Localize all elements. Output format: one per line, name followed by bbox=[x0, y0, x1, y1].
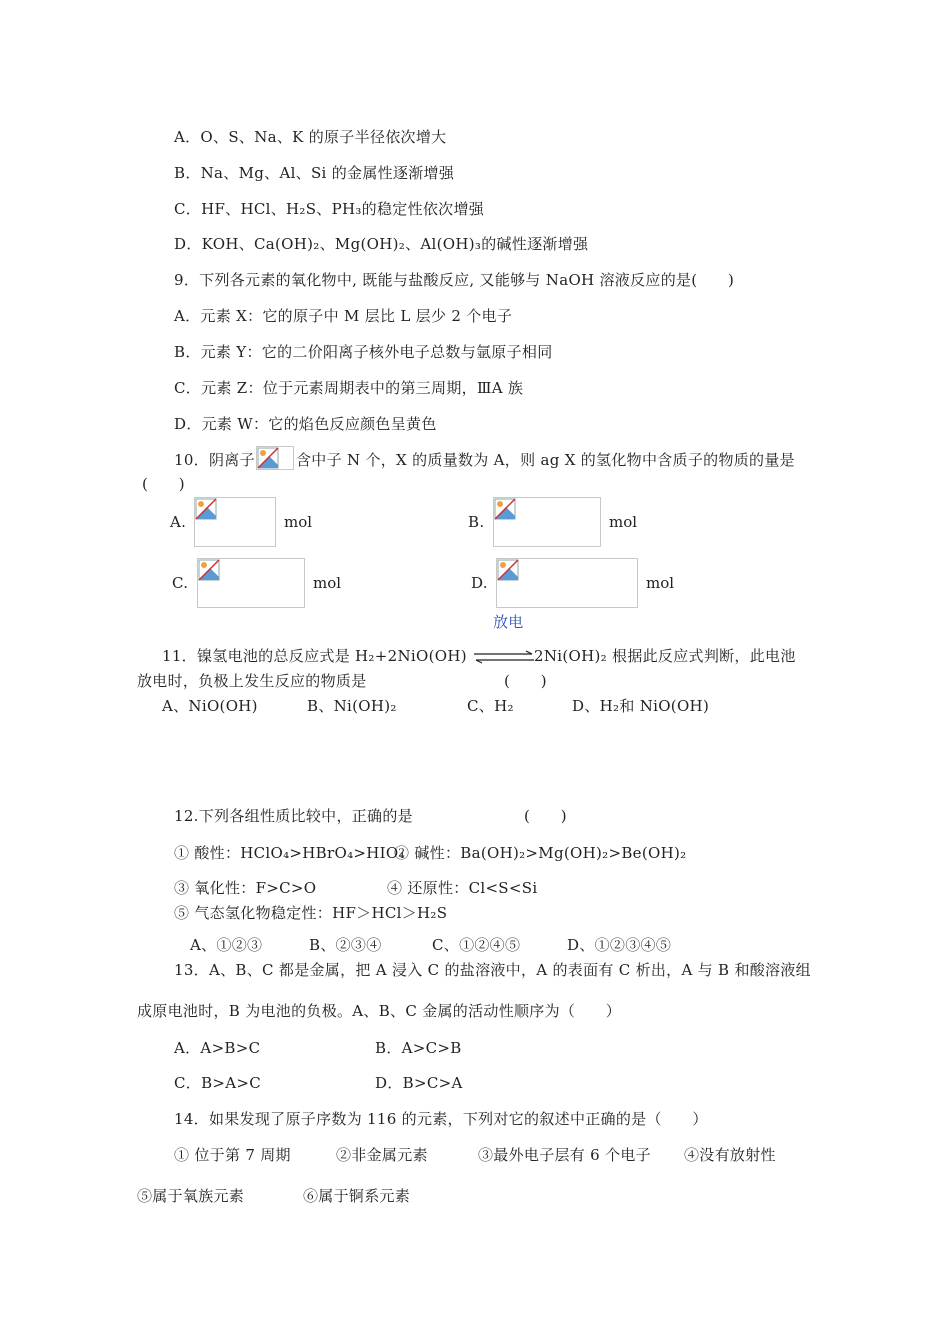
broken-image-icon bbox=[497, 559, 519, 581]
q13-stem-line1: 13．A、B、C 都是金属，把 A 浸入 C 的盐溶液中，A 的表面有 C 析出，A 与 B 和酸溶液组 bbox=[174, 961, 811, 979]
q10-anion-image bbox=[256, 446, 294, 470]
q8-option-b: B．Na、Mg、Al、Si 的金属性逐渐增强 bbox=[174, 164, 455, 182]
q9-option-b: B．元素 Y：它的二价阳离子核外电子总数与氩原子相同 bbox=[174, 343, 553, 361]
q11-option-d: D、H₂和 NiO(OH) bbox=[572, 697, 710, 715]
q12-item-3: ③ 氧化性：F>C>O bbox=[174, 879, 317, 897]
q12-item-4: ④ 还原性：Cl<S<Si bbox=[387, 879, 538, 897]
q10-option-a-label: A. bbox=[170, 513, 187, 531]
q10-option-c-unit: mol bbox=[313, 574, 342, 592]
q10-option-d-unit: mol bbox=[646, 574, 675, 592]
q10-stem-pre: 10．阴离子 bbox=[174, 451, 255, 469]
q10-option-d-image bbox=[496, 558, 638, 608]
q11-stem-line2-end: ( ) bbox=[504, 672, 547, 690]
q13-option-a: A．A>B>C bbox=[174, 1039, 261, 1057]
q10-option-b-image bbox=[493, 497, 601, 547]
q12-item-2: ② 碱性：Ba(OH)₂>Mg(OH)₂>Be(OH)₂ bbox=[394, 844, 687, 862]
q14-stem: 14．如果发现了原子序数为 116 的元素，下列对它的叙述中正确的是（ ） bbox=[174, 1110, 708, 1128]
q11-option-c: C、H₂ bbox=[467, 697, 514, 715]
q11-arrow-label: 放电 bbox=[493, 613, 524, 631]
q11-stem-pre: 11．镍氢电池的总反应式是 H₂+2NiO(OH) bbox=[162, 647, 467, 665]
q8-option-d: D．KOH、Ca(OH)₂、Mg(OH)₂、Al(OH)₃的碱性逐渐增强 bbox=[174, 235, 589, 253]
q9-stem: 9．下列各元素的氧化物中, 既能与盐酸反应, 又能够与 NaOH 溶液反应的是( ) bbox=[174, 271, 735, 289]
q11-option-b: B、Ni(OH)₂ bbox=[307, 697, 397, 715]
q9-option-c: C．元素 Z：位于元素周期表中的第三周期，ⅢA 族 bbox=[174, 379, 524, 397]
q10-option-a-unit: mol bbox=[284, 513, 313, 531]
q13-stem-line2: 成原电池时，B 为电池的负极。A、B、C 金属的活动性顺序为（ ） bbox=[137, 1002, 622, 1020]
q14-item-6: ⑥属于锕系元素 bbox=[303, 1187, 411, 1205]
q9-option-a: A．元素 X：它的原子中 M 层比 L 层少 2 个电子 bbox=[174, 307, 513, 325]
q12-item-5: ⑤ 气态氢化物稳定性：HF＞HCl＞H₂S bbox=[174, 904, 448, 922]
q8-option-c: C．HF、HCl、H₂S、PH₃的稳定性依次增强 bbox=[174, 200, 485, 218]
q10-option-a-image bbox=[194, 497, 276, 547]
q13-option-b: B．A>C>B bbox=[375, 1039, 462, 1057]
q10-option-c-image bbox=[197, 558, 305, 608]
q10-option-c-label: C. bbox=[172, 574, 189, 592]
q12-stem-end: ( ) bbox=[524, 807, 567, 825]
q12-option-a: A、①②③ bbox=[190, 936, 263, 954]
q11-stem-line2: 放电时，负极上发生反应的物质是 bbox=[137, 672, 367, 690]
q11-stem-post: 2Ni(OH)₂ 根据此反应式判断，此电池 bbox=[534, 647, 796, 665]
broken-image-icon bbox=[257, 447, 279, 469]
q10-stem-post: 含中子 N 个，X 的质量数为 A，则 ag X 的氢化物中含质子的物质的量是 bbox=[296, 451, 795, 469]
q12-option-c: C、①②④⑤ bbox=[432, 936, 521, 954]
q13-option-c: C．B>A>C bbox=[174, 1074, 262, 1092]
q12-option-d: D、①②③④⑤ bbox=[567, 936, 672, 954]
q10-stem-end: ( ) bbox=[142, 475, 185, 493]
q14-item-2: ②非金属元素 bbox=[336, 1146, 428, 1164]
q12-option-b: B、②③④ bbox=[309, 936, 382, 954]
q9-option-d: D．元素 W：它的焰色反应颜色呈黄色 bbox=[174, 415, 437, 433]
q14-item-1: ① 位于第 7 周期 bbox=[174, 1146, 291, 1164]
reversible-arrow-icon bbox=[472, 650, 536, 664]
q11-option-a: A、NiO(OH) bbox=[162, 697, 258, 715]
q10-option-b-unit: mol bbox=[609, 513, 638, 531]
q12-item-1: ① 酸性：HClO₄>HBrO₄>HIO₄ bbox=[174, 844, 405, 862]
q14-item-4: ④没有放射性 bbox=[684, 1146, 776, 1164]
q8-option-a: A．O、S、Na、K 的原子半径依次增大 bbox=[174, 128, 447, 146]
q10-option-b-label: B. bbox=[468, 513, 485, 531]
q13-option-d: D．B>C>A bbox=[375, 1074, 463, 1092]
broken-image-icon bbox=[494, 498, 516, 520]
q10-option-d-label: D. bbox=[471, 574, 488, 592]
broken-image-icon bbox=[198, 559, 220, 581]
broken-image-icon bbox=[195, 498, 217, 520]
q14-item-5: ⑤属于氧族元素 bbox=[137, 1187, 245, 1205]
q12-stem: 12.下列各组性质比较中，正确的是 bbox=[174, 807, 413, 825]
q14-item-3: ③最外电子层有 6 个电子 bbox=[478, 1146, 651, 1164]
